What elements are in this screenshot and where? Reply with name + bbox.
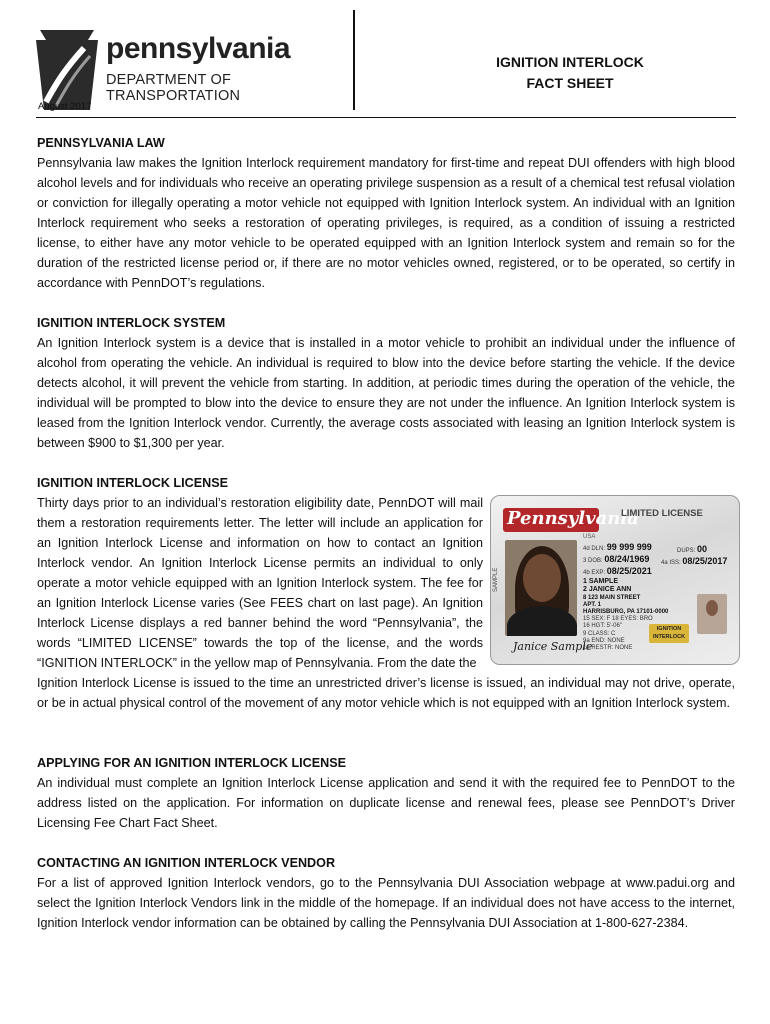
section-heading: CONTACTING AN IGNITION INTERLOCK VENDOR (37, 856, 336, 870)
license-usa: USA (583, 534, 596, 540)
page-title (380, 52, 760, 94)
section-body-wrapped: Thirty days prior to an individual’s restoration eligibility date, PennDOT will mail them a restoration requirements letter. The letter will include an application for an Ignition Interlock License and information on how to contact an Ignition Interlock vendor. An Ignition Interlock License permits an individual to only operate a motor vehicle equipped with an Ignition Interlock system. The fee for an Ignition Interlock License varies (See FEES chart on last page). An Ignition Interlock License displays a red banner behind the word “Pennsylvania”, the words “LIMITED LICENSE” towards the top of the license, and the words “IGNITION INTERLOCK” in the yellow map of Pennsylvania. From the date the (37, 496, 483, 670)
license-limited-label: LIMITED LICENSE (621, 508, 703, 519)
license-height: 16 HGT: 5'-06" (583, 623, 622, 629)
license-city: HARRISBURG, PA 17101-0000 (583, 609, 669, 615)
license-exp: 4b EXP: 08/25/2021 (583, 566, 652, 576)
header-rule (36, 117, 736, 118)
license-first-name: 2 JANICE ANN (583, 586, 632, 593)
section-heading: APPLYING FOR AN IGNITION INTERLOCK LICENSE (37, 756, 347, 770)
license-dob: 3 DOB: 08/24/1969 (583, 554, 650, 564)
license-iss: 4a ISS: 08/25/2017 (661, 556, 728, 566)
section-body: An individual must complete an Ignition Interlock License application and send it with the required fee to PennDOT to the address listed on the application. For information on duplicate license and renewal fees, please see PennDOT’s Driver Licensing Fee Chart Fact Sheet. (37, 776, 735, 830)
section-body-full: Ignition Interlock License is issued to the time an unrestricted driver’s license is issued, an individual may not drive, operate, or be in actual physical control of the movement of any motor vehicle which is not equipped with an Ignition Interlock system. (37, 676, 735, 710)
license-ghost-photo (697, 594, 727, 634)
header-divider (353, 10, 355, 110)
section-heading: PENNSYLVANIA LAW (37, 136, 165, 150)
license-class: 9 CLASS: C (583, 631, 616, 637)
title-line-1: IGNITION INTERLOCK (496, 54, 644, 70)
section-body: For a list of approved Ignition Interlock vendors, go to the Pennsylvania DUI Association webpage at www.padui.org and select the Ignition Interlock Vendors link in the middle of the homepage. If an individual does not have access to the internet, Ignition Interlock vendor information can be obtained by calling the Pennsylvania DUI Association at 1-800-627-2384. (37, 876, 735, 930)
license-card-image (490, 495, 740, 665)
section-heading: IGNITION INTERLOCK SYSTEM (37, 316, 226, 330)
publication-date: August 2017 (38, 101, 92, 112)
license-sample-vertical: SAMPLE (493, 567, 499, 592)
license-street: 8 123 MAIN STREET (583, 595, 641, 601)
license-dups: DUPS: 00 (677, 544, 708, 554)
license-endorsements: 9a END: NONE (583, 638, 625, 644)
license-state: Pennsylvania (507, 508, 639, 529)
title-line-2: FACT SHEET (526, 75, 614, 91)
penndot-logo (36, 30, 336, 110)
section-pennsylvania-law (37, 133, 735, 293)
license-photo (505, 540, 577, 636)
page-header (0, 0, 770, 120)
logo-wordmark: pennsylvania (106, 32, 291, 65)
section-body: Pennsylvania law makes the Ignition Interlock requirement mandatory for first-time and repeat DUI offenders with high blood alcohol levels and for individuals who receive an operating privilege suspension as a result of a chemical test refusal violation or conviction for illegally operating a motor vehicle not equipped with Ignition Interlock system. An individual with an Ignition Interlock requirement who seeks a restoration of operating privileges, is required, as a condition of issuing a restricted license, to either have any motor vehicle to be operated equipped with an Ignition Interlock system and remain so for the duration of the restricted license period or, if there are no motor vehicles owned, registered, or to be operated, so certify in accordance with PennDOT’s regulations. (37, 156, 735, 290)
section-body: An Ignition Interlock system is a device that is installed in a motor vehicle to prohibit an individual under the influence of alcohol from operating the vehicle. An individual is required to blow into the device before starting the vehicle. If the device detects alcohol, it will prevent the vehicle from starting. In addition, at periodic times during the operation of the vehicle, the individual will be prompted to blow into the device to ensure they are not under the influence. An Ignition Interlock system is leased from the Ignition Interlock vendor. Currently, the average costs associated with leasing an Ignition Interlock system is between $900 to $1,300 per year. (37, 336, 735, 450)
license-sex-eyes: 15 SEX: F 18 EYES: BRO (583, 616, 653, 622)
section-heading: IGNITION INTERLOCK LICENSE (37, 476, 229, 490)
license-last-name: 1 SAMPLE (583, 578, 619, 585)
section-ignition-interlock-system (37, 313, 735, 453)
section-applying (37, 753, 735, 833)
interlock-map-badge: IGNITION INTERLOCK (649, 624, 689, 643)
license-apt: APT. 1 (583, 602, 602, 608)
logo-department: DEPARTMENT OF TRANSPORTATION (106, 72, 241, 104)
license-signature: Janice Sample (513, 640, 593, 653)
keystone-icon (36, 30, 98, 110)
license-restrictions: 12 RESTR: NONE (583, 645, 633, 651)
license-dln: 4d DLN: 99 999 999 (583, 542, 652, 552)
section-contacting-vendor (37, 853, 735, 933)
